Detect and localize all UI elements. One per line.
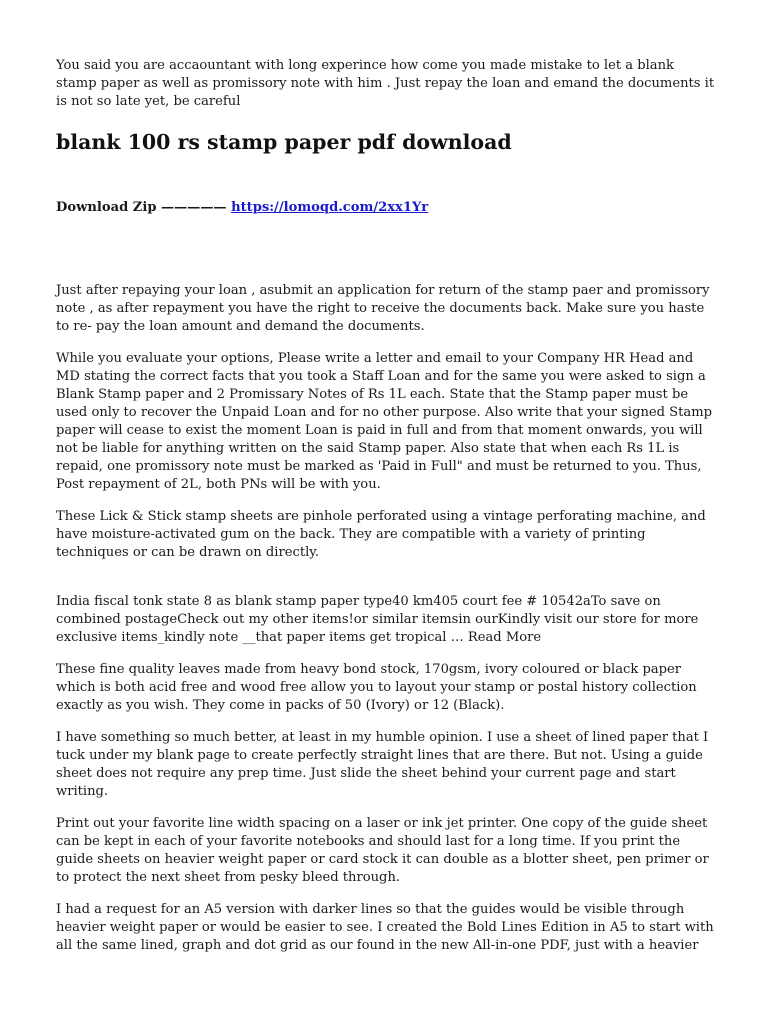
paragraph: Print out your favorite line width spacing on a laser or ink jet printer. One copy of the guide sheet can be kept in each of your favorite notebooks and should last for a long time. If you print the guide sheets on heavier weight paper or card stock it can double as a blotter sheet, pen primer or to protect the next sheet from pesky bleed through. [56,816,709,885]
paragraph: Just after repaying your loan , asubmit an application for return of the stamp paer and promissory note , as after repayment you have the right to receive the documents back. Make sure you haste to re- pay the loan amount and demand the documents. [56,283,710,334]
document-page [56,57,716,955]
download-label: Download Zip ————— [56,200,227,215]
paragraph: These Lick & Stick stamp sheets are pinhole perforated using a vintage perforating machine, and have moisture-activated gum on the back. They are compatible with a variety of printing techniques or can be drawn on directly. [56,509,706,560]
paragraph: While you evaluate your options, Please write a letter and email to your Company HR Head and MD stating the correct facts that you took a Staff Loan and for the same you were asked to sign a Blank Stamp paper and 2 Promissary Notes of Rs 1L each. State that the Stamp paper must be used only to recover the Unpaid Loan and for no other purpose. Also write that your signed Stamp paper will cease to exist the moment Loan is paid in full and from that moment onwards, you will not be liable for anything written on the said Stamp paper. Also state that when each Rs 1L is repaid, one promissory note must be marked as 'Paid in Full" and must be returned to you. Thus, Post repayment of 2L, both PNs will be with you. [56,351,713,492]
paragraph: I have something so much better, at least in my humble opinion. I use a sheet of lined paper that I tuck under my blank page to create perfectly straight lines that are there. But not. Using a guide sheet does not require any prep time. Just slide the sheet behind your current page and start writing. [56,730,709,799]
download-link[interactable]: https://lomoqd.com/2xx1Yr [231,200,429,215]
paragraph: India fiscal tonk state 8 as blank stamp paper type40 km405 court fee # 10542aTo save on combined postageCheck out my other items!or similar itemsin ourKindly visit our store for more exclusive items_kindly note __that paper items get tropical … Read More [56,594,699,645]
intro-paragraph: You said you are accaountant with long experince how come you made mistake to let a blank stamp paper as well as promissory note with him . Just repay the loan and emand the documents it is not so late yet, be careful [56,58,715,109]
download-line [56,199,716,217]
page-title: blank 100 rs stamp paper pdf download [56,130,512,154]
paragraph: These fine quality leaves made from heavy bond stock, 170gsm, ivory coloured or black paper which is both acid free and wood free allow you to layout your stamp or postal history collection exactly as you wish. They come in packs of 50 (Ivory) or 12 (Black). [56,662,697,713]
paragraph: I had a request for an A5 version with darker lines so that the guides would be visible through heavier weight paper or would be easier to see. I created the Bold Lines Edition in A5 to start with all the same lined, graph and dot grid as our found in the new All-in-one PDF, just with a heavier [56,902,714,953]
